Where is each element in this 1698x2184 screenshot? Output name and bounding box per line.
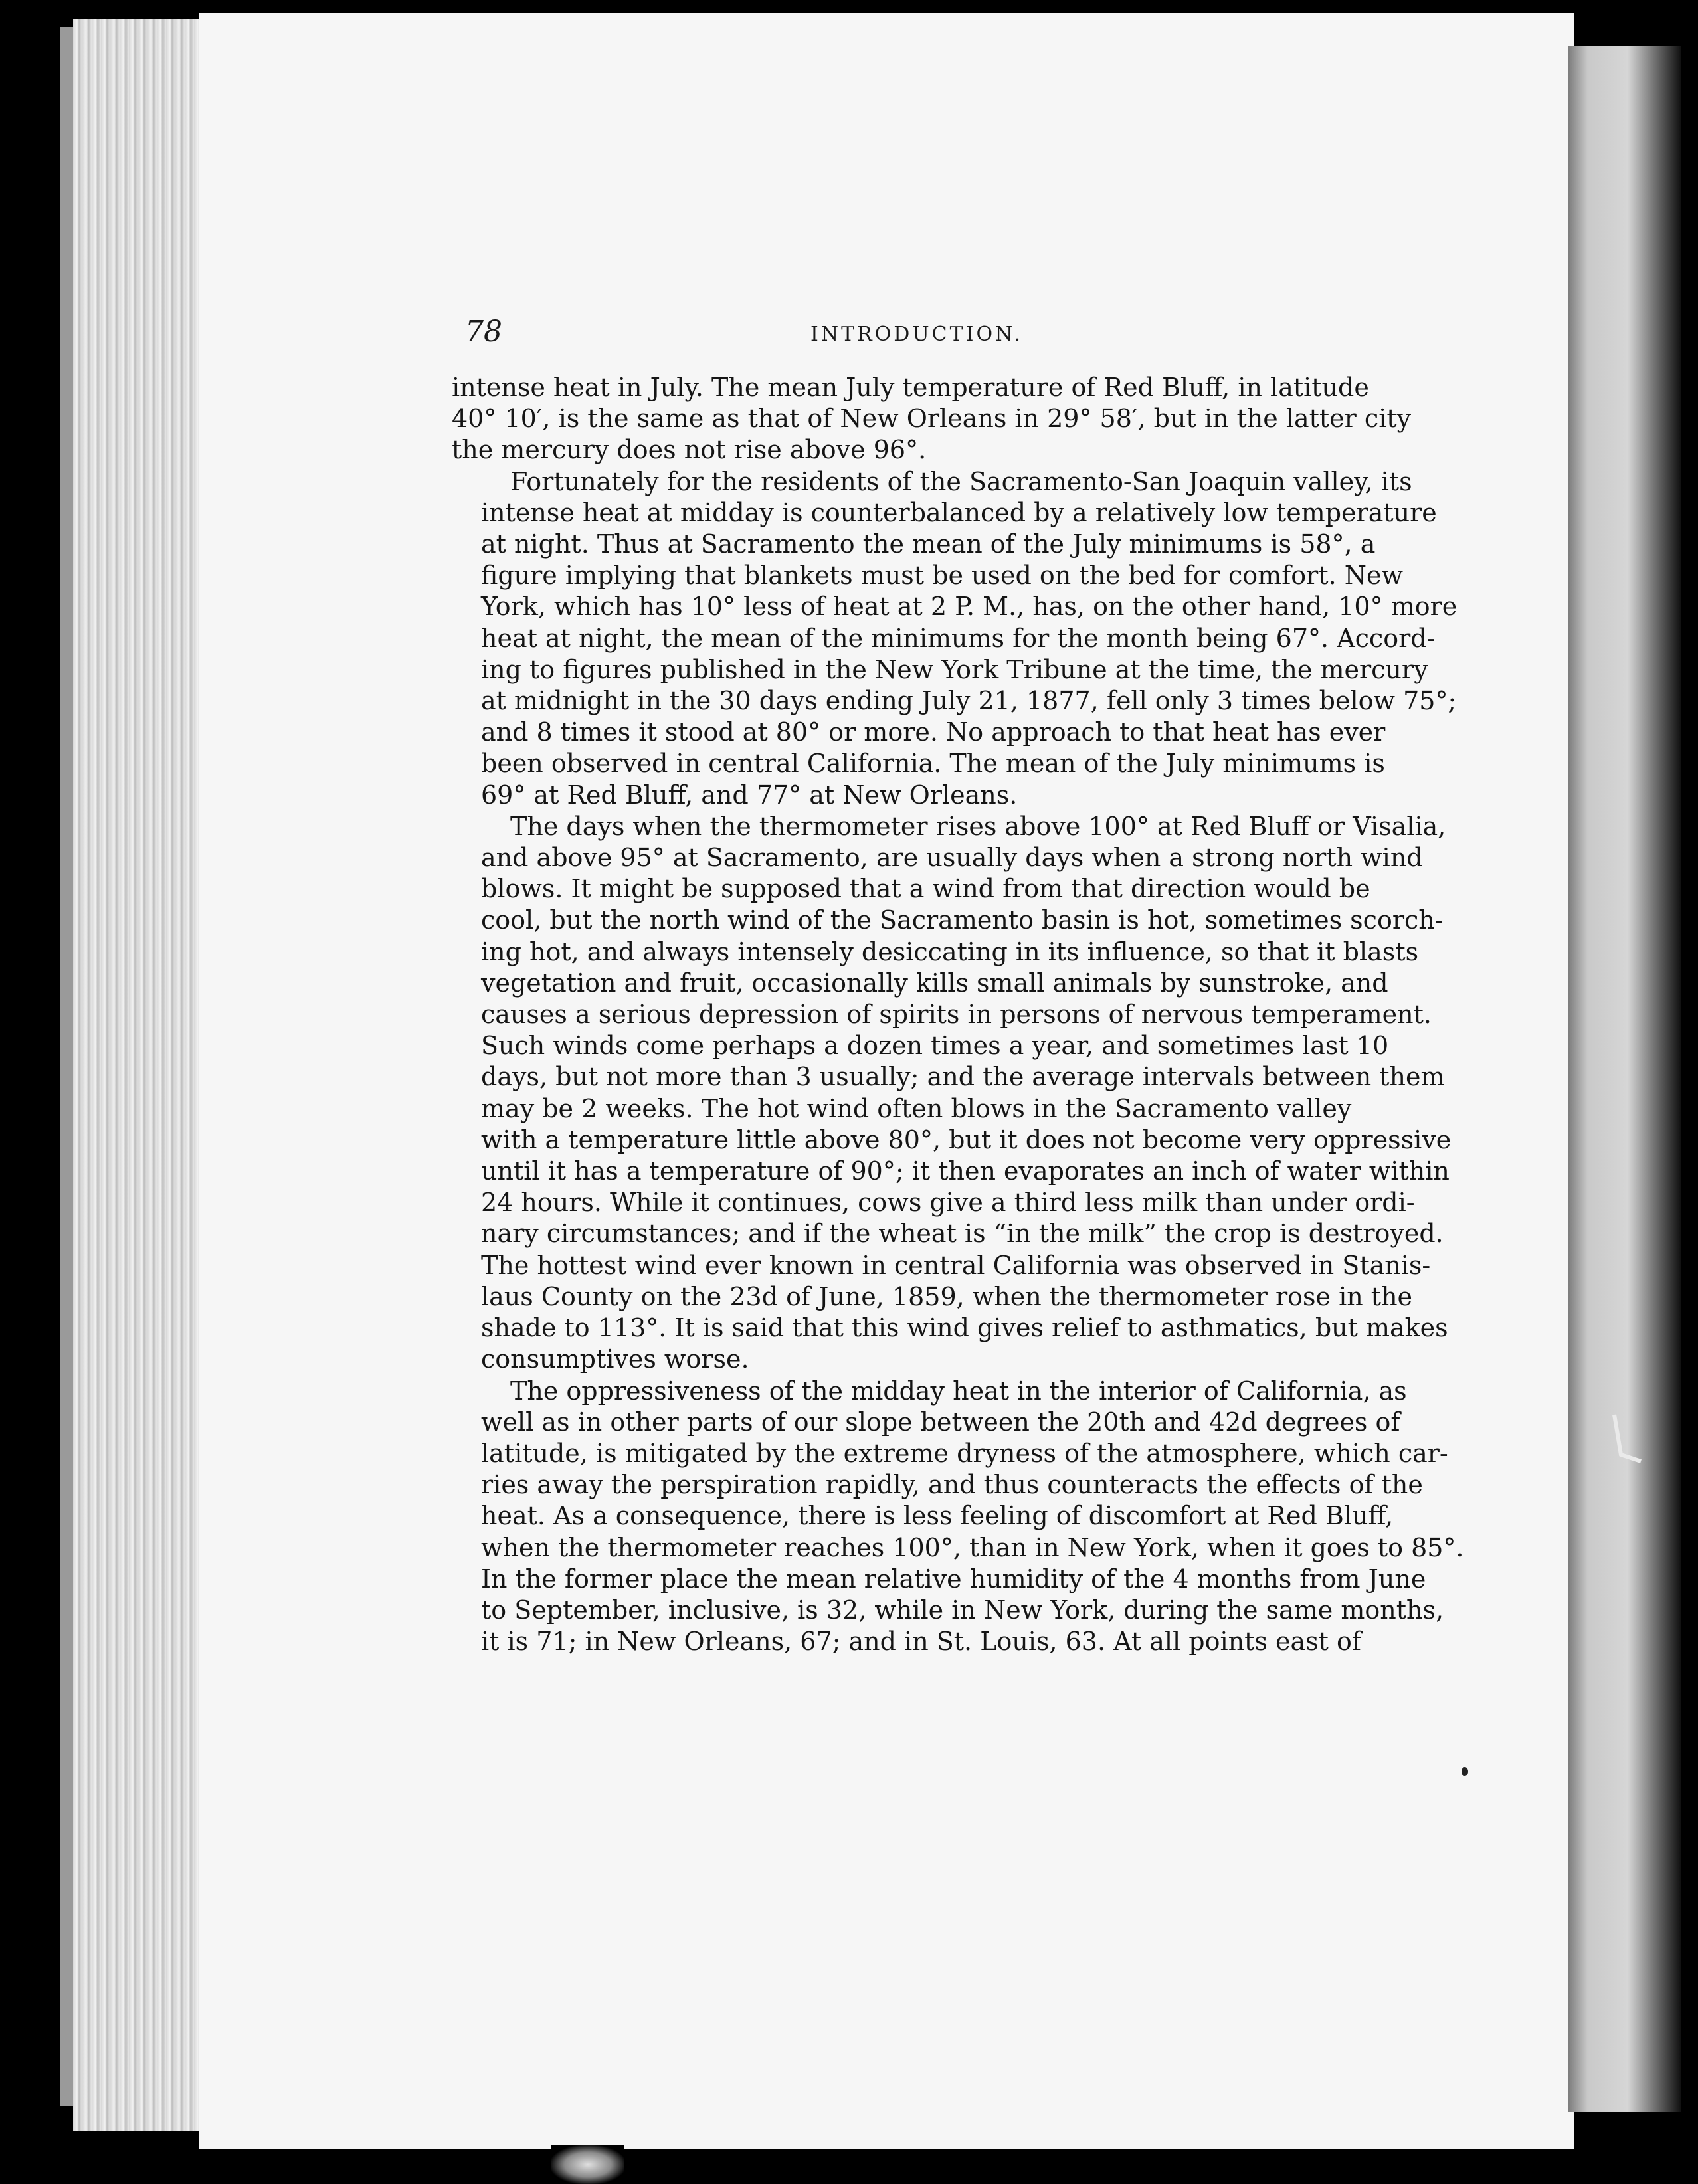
text-line: ing to figures published in the New York Tribune at the time, the mercury (481, 654, 1428, 684)
text-line: laus County on the 23d of June, 1859, when the thermometer rose in the (481, 1281, 1413, 1311)
text-line: when the thermometer reaches 100°, than in New York, when it goes to 85°. (481, 1532, 1464, 1562)
text-line: intense heat at midday is counterbalanced by a relatively low temperature (481, 498, 1437, 527)
body-text (452, 372, 1464, 1657)
text-line: York, which has 10° less of heat at 2 P. M., has, on the other hand, 10° more (481, 592, 1458, 622)
text-line: The oppressiveness of the midday heat in the interior of California, as (510, 1376, 1407, 1406)
text-line: intense heat in July. The mean July temperature of Red Bluff, in latitude (452, 373, 1369, 402)
text-line: causes a serious depression of spirits in persons of nervous temperament. (481, 1000, 1432, 1030)
text-line: The days when the thermometer rises above 100° at Red Bluff or Visalia, (510, 811, 1446, 841)
binding-debris (551, 2145, 624, 2184)
text-line: well as in other parts of our slope between the 20th and 42d degrees of (481, 1407, 1400, 1437)
running-head: INTRODUCTION. (810, 323, 1023, 346)
text-line: 69° at Red Bluff, and 77° at New Orleans. (481, 780, 1018, 810)
page-right-edge (1568, 46, 1681, 2112)
text-line: until it has a temperature of 90°; it then evaporates an inch of water within (481, 1156, 1450, 1186)
text-line: ries away the perspiration rapidly, and thus counteracts the effects of the (481, 1470, 1423, 1500)
text-line: may be 2 weeks. The hot wind often blows in the Sacramento valley (481, 1093, 1352, 1123)
text-line: In the former place the mean relative humidity of the 4 months from June (481, 1564, 1426, 1593)
paragraph (452, 1376, 1464, 1658)
page-number: 78 (465, 315, 502, 349)
text-line: it is 71; in New Orleans, 67; and in St. Louis, 63. At all points east of (481, 1627, 1361, 1657)
text-line: vegetation and fruit, occasionally kills small animals by sunstroke, and (481, 968, 1388, 998)
ink-speck (1462, 1767, 1468, 1776)
text-line: been observed in central California. The mean of the July minimums is (481, 749, 1385, 778)
text-line: and above 95° at Sacramento, are usually days when a strong north wind (481, 843, 1423, 873)
text-line: cool, but the north wind of the Sacramento basin is hot, sometimes scorch- (481, 905, 1444, 935)
text-line: days, but not more than 3 usually; and the average intervals between them (481, 1062, 1445, 1092)
text-line: heat. As a consequence, there is less feeling of discomfort at Red Bluff, (481, 1501, 1394, 1531)
text-line: with a temperature little above 80°, but it does not become very oppressive (481, 1125, 1452, 1154)
text-line: shade to 113°. It is said that this wind gives relief to asthmatics, but makes (481, 1313, 1448, 1343)
text-line: 40° 10′, is the same as that of New Orleans in 29° 58′, but in the latter city (452, 404, 1412, 434)
text-line: Such winds come perhaps a dozen times a year, and sometimes last 10 (481, 1031, 1389, 1061)
paragraph (452, 466, 1458, 811)
text-line: consumptives worse. (481, 1344, 749, 1374)
text-line: the mercury does not rise above 96°. (452, 435, 927, 465)
paragraph (452, 811, 1452, 1376)
text-line: 24 hours. While it continues, cows give a third less milk than under ordi- (481, 1188, 1415, 1218)
text-line: blows. It might be supposed that a wind from that direction would be (481, 874, 1370, 904)
page-header (465, 315, 1342, 355)
margin-mark (1601, 1408, 1654, 1475)
text-line: heat at night, the mean of the minimums for the month being 67°. Accord- (481, 623, 1436, 653)
text-line: ing hot, and always intensely desiccating in its influence, so that it blasts (481, 937, 1419, 966)
paragraph (452, 372, 1412, 466)
text-line: at midnight in the 30 days ending July 21, 1877, fell only 3 times below 75°; (481, 686, 1457, 716)
text-line: and 8 times it stood at 80° or more. No approach to that heat has ever (481, 717, 1386, 747)
text-line: latitude, is mitigated by the extreme dryness of the atmosphere, which car- (481, 1438, 1448, 1468)
text-line: The hottest wind ever known in central California was observed in Stanis- (481, 1250, 1431, 1280)
text-line: to September, inclusive, is 32, while in New York, during the same months, (481, 1595, 1444, 1625)
text-line: figure implying that blankets must be used on the bed for comfort. New (481, 561, 1404, 591)
text-line: nary circumstances; and if the wheat is “in the milk” the crop is destroyed. (481, 1219, 1444, 1249)
text-line: at night. Thus at Sacramento the mean of the July minimums is 58°, a (481, 529, 1376, 559)
text-line: Fortunately for the residents of the Sacramento-San Joaquin valley, its (510, 466, 1412, 496)
